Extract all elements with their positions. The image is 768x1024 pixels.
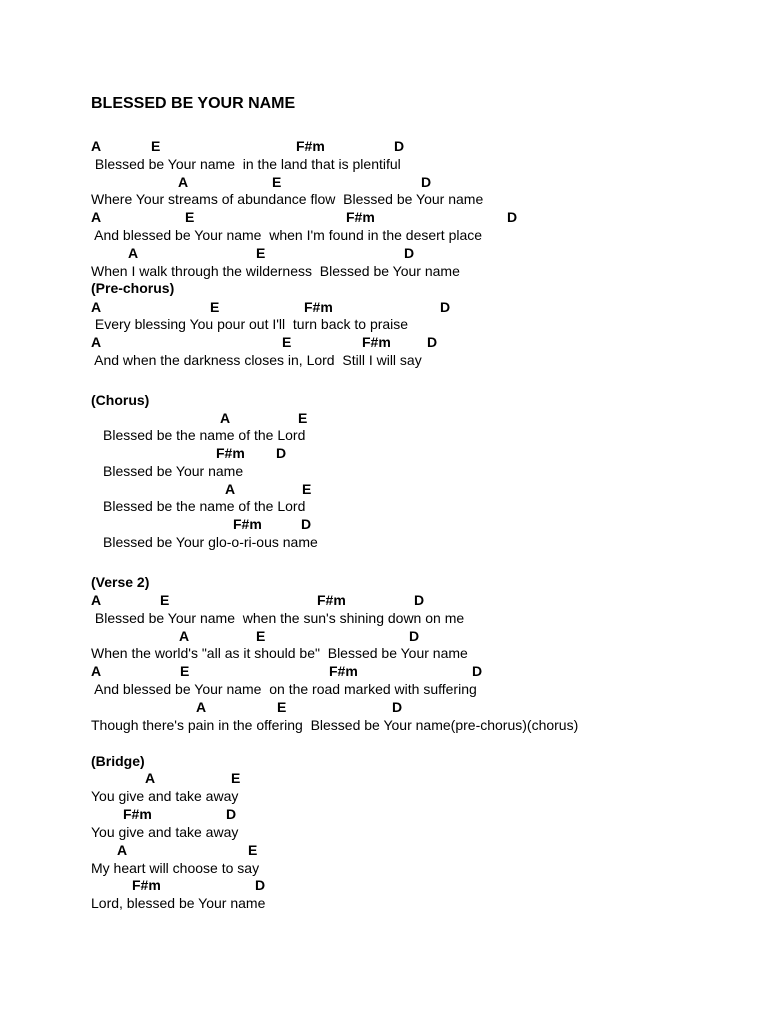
chord: A [91,209,102,225]
chord: D [404,245,415,261]
lyric-line [0,351,768,369]
chord-line [0,841,768,859]
lyric-text: Blessed be Your name in the land that is plentiful [91,156,401,172]
lyric-line [0,426,768,444]
lyric-line [0,533,768,551]
lyric-line [0,823,768,841]
chord: F#m [362,334,391,350]
chord: F#m [346,209,375,225]
chord: E [277,699,287,715]
chord: A [91,334,102,350]
lyric-line [0,609,768,627]
lyric-line [0,894,768,912]
chord-line [0,662,768,680]
chord: F#m [216,445,245,461]
chord: F#m [233,516,262,532]
chord-line [0,591,768,609]
chord: D [421,174,432,190]
chord: F#m [123,806,152,822]
chord: E [210,299,220,315]
chord: D [409,628,420,644]
chord-line [0,769,768,787]
chord: D [392,699,403,715]
chord: E [302,481,312,497]
lyric-line [0,155,768,173]
song-title: BLESSED BE YOUR NAME [91,95,296,112]
chord: A [128,245,139,261]
chord-line [0,244,768,262]
chord: A [196,699,207,715]
chord-line [0,876,768,894]
lyric-text: Blessed be Your glo-o-ri-ous name [103,534,318,550]
section-heading [0,391,768,409]
lyric-line [0,680,768,698]
section-heading-text: (Pre-chorus) [91,280,175,296]
lyric-line [0,226,768,244]
lyric-line [0,190,768,208]
chord: F#m [329,663,358,679]
section-heading [0,752,768,770]
lyric-text: Blessed be Your name [103,463,244,479]
lyric-text: Every blessing You pour out I'll turn back to praise [91,316,409,332]
chord-line [0,515,768,533]
chord: E [151,138,161,154]
chord: A [178,174,189,190]
lyric-text: You give and take away [91,788,239,804]
chord-line [0,627,768,645]
lyric-text: Blessed be the name of the Lord [103,427,306,443]
chord: D [414,592,425,608]
chord: F#m [317,592,346,608]
chord: E [282,334,292,350]
lyric-text: Though there's pain in the offering Blessed be Your name(pre-chorus)(chorus) [91,717,579,733]
lyric-line [0,787,768,805]
section-heading-text: (Chorus) [91,392,150,408]
chord: F#m [296,138,325,154]
chord: A [91,592,102,608]
lyric-line [0,497,768,515]
chord: A [91,299,102,315]
chord: D [226,806,237,822]
chord: A [91,138,102,154]
section-heading [0,573,768,591]
lyric-line [0,315,768,333]
chord: D [255,877,266,893]
chord: A [91,663,102,679]
chord: A [220,410,231,426]
lyric-text: Blessed be Your name when the sun's shining down on me [91,610,465,626]
lyric-text: Where Your streams of abundance flow Blessed be Your name [91,191,484,207]
chord-line [0,698,768,716]
chord: E [185,209,195,225]
chord: A [225,481,236,497]
lyric-line [0,859,768,877]
chord: A [179,628,190,644]
lyric-line [0,644,768,662]
chord: D [394,138,405,154]
lyric-line [0,262,768,280]
chord-line [0,137,768,155]
chord: E [231,770,241,786]
chord: E [160,592,170,608]
chord: E [298,410,308,426]
chord: D [440,299,451,315]
lyric-text: You give and take away [91,824,239,840]
chord-line [0,805,768,823]
lyric-line [0,716,768,734]
chord: E [256,628,266,644]
chord: D [507,209,518,225]
chord-line [0,298,768,316]
lyric-text: Lord, blessed be Your name [91,895,266,911]
chord: D [276,445,287,461]
chord: D [472,663,483,679]
chord: F#m [132,877,161,893]
lyric-text: Blessed be the name of the Lord [103,498,306,514]
section-heading-text: (Bridge) [91,753,145,769]
chord-line [0,444,768,462]
chord-line [0,208,768,226]
lyric-line [0,462,768,480]
lyric-text: When I walk through the wilderness Blessed be Your name [91,263,460,279]
lyric-text: And blessed be Your name when I'm found in the desert place [91,227,483,243]
chord-line [0,333,768,351]
chord-line [0,480,768,498]
chord: D [427,334,438,350]
section-heading [0,279,768,297]
chord: E [180,663,190,679]
chord: E [248,842,258,858]
lyric-text: When the world's "all as it should be" Blessed be Your name [91,645,468,661]
chord: F#m [304,299,333,315]
lyric-text: And blessed be Your name on the road marked with suffering [91,681,477,697]
lyric-text: And when the darkness closes in, Lord Still I will say [91,352,422,368]
chord: A [145,770,156,786]
section-heading-text: (Verse 2) [91,574,150,590]
chord: E [272,174,282,190]
chord: A [117,842,128,858]
chord: D [301,516,312,532]
chord-line [0,173,768,191]
chord-line [0,409,768,427]
chord: E [256,245,266,261]
lyric-text: My heart will choose to say [91,860,260,876]
